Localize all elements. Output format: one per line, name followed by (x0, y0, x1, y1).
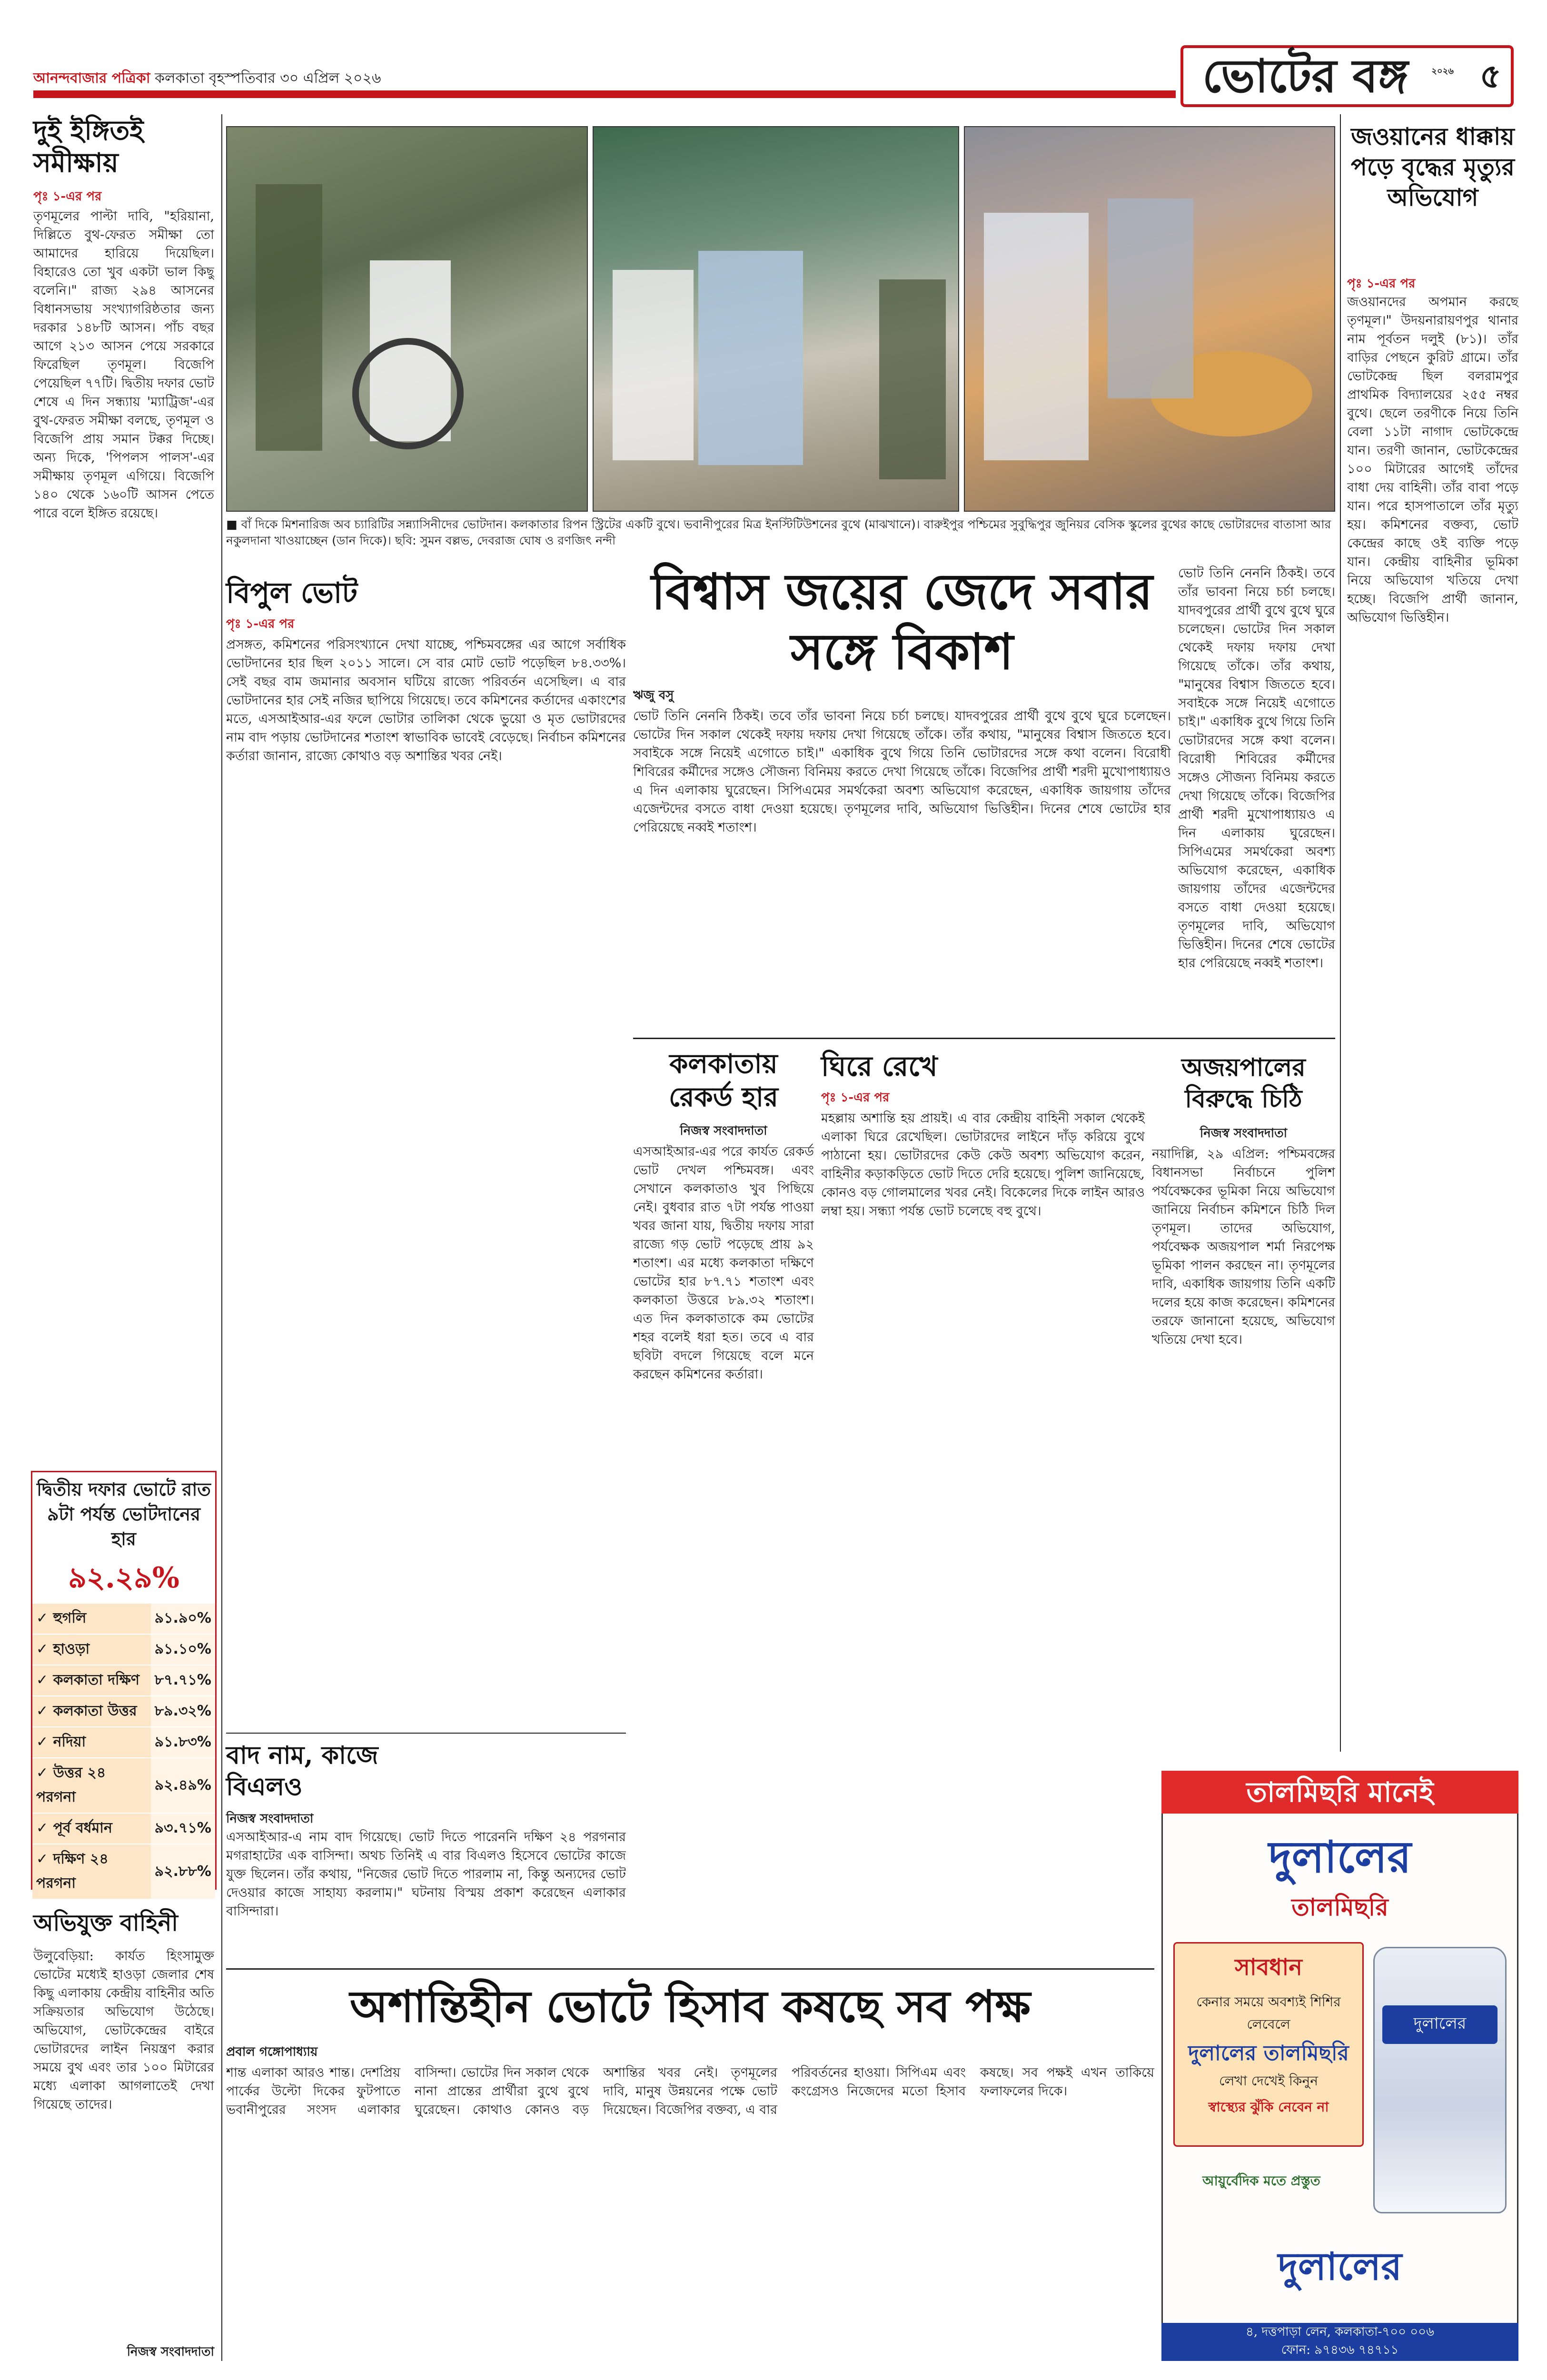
story-bottom-headline: অশান্তিহীন ভোটে হিসাব কষছে সব পক্ষ (350, 1981, 1031, 2032)
story-ajay-headline: অজয়পালের বিরুদ্ধে চিঠি (1181, 1053, 1306, 1113)
story-left-headline: দুই ইঙ্গিতই সমীক্ষায় (33, 115, 144, 178)
section-divider (633, 1038, 1335, 1039)
results-percentage: ৯১.৯০% (151, 1604, 215, 1634)
ad-health-note: স্বাস্থ্যের ঝুঁকি নেবেন না (1208, 2099, 1329, 2115)
results-total: ৯২.২৯% (68, 1561, 179, 1595)
story-right-body: জওয়ানদের অপমান করছে তৃণমূল।" উদয়নারায়ণপুর থানার নাম পূর্বতন দলুই (৮১)। তাঁর বাড়ির পেছনে কুরিট গ্রামে। তাঁর ভোটকেন্দ্র ছিল বলরামপুর প্রাথমিক বিদ্যালয়ের ২৫৫ নম্বর বুথে। ছেলে তরণীকে নিয়ে তিনি বেলা ১১টা নাগাদ ভোটকেন্দ্রে যান। তরণী জানান, ভোটকেন্দ্রের ১০০ মিটারের আগেই তাঁদের বাধা দেয় বাহিনী। তাঁর বাবা পড়ে যান। পরে হাসপাতালে তাঁর মৃত্যু হয়। কমিশনের বক্তব্য, ভোট কেন্দ্রের কাছে ওই ব্যক্তি পড়ে যান। কেন্দ্রীয় বাহিনীর ভূমিকা নিয়ে অভিযোগ খতিয়ে দেখা হচ্ছে। বিজেপি প্রার্থী জানান, অভিযোগ ভিত্তিহীন। (1347, 295, 1518, 625)
results-percentage: ৮৭.৭১% (151, 1665, 215, 1696)
story-accused-byline: নিজস্ব সংবাদদাতা (127, 2345, 214, 2359)
story-main-byline: ঋজু বসু (633, 688, 674, 703)
soldier-figure (256, 184, 322, 451)
story-ajay-body: নয়াদিল্লি, ২৯ এপ্রিল: পশ্চিমবঙ্গের বিধানসভা নির্বাচনে পুলিশ পর্যবেক্ষকের ভূমিকা নিয়ে অভিযোগ জানিয়ে নির্বাচন কমিশনে চিঠি দিল তৃণমূল। তাদের অভিযোগ, পর্যবেক্ষক অজয়পাল শর্মা নিরপেক্ষ ভূমিকা পালন করছেন না। তৃণমূলের দাবি, একাধিক জায়গায় তিনি একটি দলের হয়ে কাজ করেছেন। কমিশনের তরফে জানানো হয়েছে, অভিযোগ খতিয়ে দেখা হবে। (1152, 1147, 1335, 1347)
voter-figure-2 (613, 270, 694, 460)
results-district: ✓ হুগলি (32, 1604, 151, 1634)
voter-figure (984, 213, 1089, 460)
results-percentage: ৮৯.৩২% (151, 1696, 215, 1727)
story-left-body: তৃণমূলের পাল্টা দাবি, "হরিয়ানা, দিল্লিতে বুথ-ফেরত সমীক্ষা তো আমাদের হারিয়ে দিয়েছিল। বিহারেও তো খুব একটা ভাল কিছু বলেনি।" রাজ্য ২৯৪ আসনের বিধানসভায় সংখ্যাগরিষ্ঠতার জন্য দরকার ১৪৮টি আসন। পাঁচ বছর আগে ২১৩ আসন পেয়ে সরকারে ফিরেছিল তৃণমূল। বিজেপি পেয়েছিল ৭৭টি। দ্বিতীয় দফার ভোট শেষে এ দিন সন্ধ্যায় 'ম্যাট্রিজ'-এর বুথ-ফেরত সমীক্ষা বলছে, তৃণমূল ও বিজেপি প্রায় সমান টক্কর দিচ্ছে। অন্য দিকে, 'পিপলস পালস'-এর সমীক্ষায় তৃণমূল এগিয়ে। বিজেপি ১৪০ থেকে ১৬০টি আসন পেতে পারে বলে ইঙ্গিত রয়েছে। (33, 209, 214, 521)
story-bottom-body: শান্ত এলাকা আরও শান্ত। দেশপ্রিয় পার্কের উল্টো দিকের ফুটপাতে ভবানীপুরের সংসদ এলাকার বাসিন্দা। ভোটের দিন সকাল থেকে নানা প্রান্তের প্রার্থীরা বুথে বুথে ঘুরেছেন। কোথাও কোনও বড় অশান্তির খবর নেই। তৃণমূলের দাবি, মানুষ উন্নয়নের পক্ষে ভোট দিয়েছেন। বিজেপির বক্তব্য, এ বার পরিবর্তনের হাওয়া। সিপিএম এবং কংগ্রেসও নিজেদের মতো হিসাব কষছে। সব পক্ষই এখন তাকিয়ে ফলাফলের দিকে। (226, 2065, 1154, 2117)
story-main-headline: বিশ্বাস জয়ের জেদে সবার সঙ্গে বিকাশ (651, 562, 1153, 681)
results-percentage: ৯১.৮৩% (151, 1727, 215, 1758)
results-district: ✓ হাওড়া (32, 1634, 151, 1665)
story-record-byline: নিজস্ব সংবাদদাতা (680, 1124, 767, 1138)
voter-figure-2 (1108, 198, 1193, 398)
photo-nuns-illustration (227, 127, 589, 513)
results-row (32, 1727, 215, 1758)
story-main-body-cont: ভোট তিনি নেননি ঠিকই। তবে তাঁর ভাবনা নিয়ে চর্চা চলছে। যাদবপুরের প্রার্থী বুথে বুথে ঘুরে চলেছেন। ভোটের দিন সকাল থেকেই দফায় দফায় দেখা গিয়েছে তাঁকে। তাঁর কথায়, "মানুষের বিশ্বাস জিততে হবে। সবাইকে সঙ্গে নিয়েই এগোতে চাই।" একাধিক বুথে গিয়ে তিনি ভোটারদের সঙ্গে কথা বলেন। বিরোধী শিবিরের কর্মীদের সঙ্গেও সৌজন্য বিনিময় করতে দেখা গিয়েছে তাঁকে। বিজেপির প্রার্থী শরদী মুখোপাধ্যায়ও এ দিন এলাকায় ঘুরেছেন। সিপিএমের সমর্থকেরা অবশ্য অভিযোগ করেছেন, একাধিক জায়গায় তাঁদের এজেন্টদের বসতে বাধা দেওয়া হয়েছে। তৃণমূলের দাবি, অভিযোগ ভিত্তিহীন। দিনের শেষে ভোটের হার পেরিয়েছে নব্বই শতাংশ। (1178, 566, 1335, 971)
results-district: ✓ কলকাতা দক্ষিণ (32, 1665, 151, 1696)
section-masthead (1180, 45, 1514, 107)
ad-phone: ফোন: ৯৭৪৩৬ ৭৪৭১১ (1281, 2343, 1399, 2357)
results-row (32, 1813, 215, 1844)
ad-warning-title: সাবধান (1235, 1954, 1302, 1981)
results-title: দ্বিতীয় দফার ভোটে রাত ৯টা পর্যন্ত ভোটদানের হার (37, 1478, 211, 1549)
voter-figure (698, 251, 803, 465)
story-badnam-headline: বাদ নাম, কাজে বিএলও (226, 1741, 378, 1801)
results-row (32, 1844, 215, 1899)
results-row (32, 1696, 215, 1727)
story-right-headline: জওয়ানের ধাক্কায় পড়ে বৃদ্ধের মৃত্যুর অভিযোগ (1351, 122, 1515, 211)
results-row (32, 1665, 215, 1696)
bottle-label: দুলালের (1382, 2005, 1497, 2044)
story-accused-headline: অভিযুক্ত বাহিনী (33, 1910, 178, 1936)
story-ghire-body: মহল্লায় অশান্তি হয় প্রায়ই। এ বার কেন্দ্রীয় বাহিনী সকাল থেকেই এলাকা ঘিরে রেখেছিল। ভোটারদের লাইনে দাঁড় করিয়ে বুথে পাঠানো হয়। ভোটারদের কেউ কেউ অবশ্য অভিযোগ করেন, বাহিনীর কড়াকড়িতে ভোট দিতে দেরি হয়েছে। পুলিশ জানিয়েছে, কোনও বড় গোলমালের খবর নেই। বিকেলের দিকে লাইন আরও লম্বা হয়। সন্ধ্যা পর্যন্ত ভোট চলেছে বহু বুথে। (821, 1111, 1145, 1219)
results-district: ✓ পূর্ব বর্ধমান (32, 1813, 151, 1844)
results-district: ✓ উত্তর ২৪ পরগনা (32, 1758, 151, 1813)
ad-warning-text: কেনার সময়ে অবশ্যই শিশির লেবেলে (1196, 1994, 1341, 2032)
guard-figure (879, 279, 946, 479)
ad-ayurvedic-badge: আয়ুর্বেদিক মতে প্রস্তুত (1202, 2173, 1320, 2189)
results-row (32, 1634, 215, 1665)
page-number: ৫ (1479, 56, 1501, 96)
ad-top-banner: তালমিছরি মানেই (1161, 1771, 1518, 1814)
story-left-cont[interactable]: পৃঃ ১-এর পর (33, 189, 102, 204)
story-ghire-cont[interactable]: পৃঃ ১-এর পর (821, 1091, 890, 1105)
results-district: ✓ দক্ষিণ ২৪ পরগনা (32, 1844, 151, 1899)
story-accused-body: উলুবেড়িয়া: কার্যত হিংসামুক্ত ভোটের মধ্যেই হাওড়া জেলার শেষ কিছু এলাকায় কেন্দ্রীয় বাহিনীর অতি সক্রিয়তার অভিযোগ উঠেছে। অভিযোগ, ভোটকেন্দ্রের বাইরে ভোটারদের লাইন নিয়ন্ত্রণ করার সময়ে বুথ এবং তার ১০০ মিটারের মধ্যে এলাকা আগলাতেই দেখা গিয়েছে তাদের। (33, 1949, 214, 2112)
column-divider-right (1340, 114, 1341, 1752)
ad-warning-tail: লেখা দেখেই কিনুন (1219, 2073, 1318, 2089)
ad-product: তালমিছরি (1291, 1893, 1388, 1921)
ad-brand-footer: দুলালের (1278, 2244, 1402, 2289)
results-district: ✓ কলকাতা উত্তর (32, 1696, 151, 1727)
results-table (32, 1604, 215, 1900)
story-main-body: ভোট তিনি নেননি ঠিকই। তবে তাঁর ভাবনা নিয়ে চর্চা চলছে। যাদবপুরের প্রার্থী বুথে বুথে ঘুরে চলেছেন। ভোটের দিন সকাল থেকেই দফায় দফায় দেখা গিয়েছে তাঁকে। তাঁর কথায়, "মানুষের বিশ্বাস জিততে হবে। সবাইকে সঙ্গে নিয়েই এগোতে চাই।" একাধিক বুথে গিয়ে তিনি ভোটারদের সঙ্গে কথা বলেন। বিরোধী শিবিরের কর্মীদের সঙ্গেও সৌজন্য বিনিময় করতে দেখা গিয়েছে তাঁকে। বিজেপির প্রার্থী শরদী মুখোপাধ্যায়ও এ দিন এলাকায় ঘুরেছেন। সিপিএমের সমর্থকেরা অবশ্য অভিযোগ করেছেন, একাধিক জায়গায় তাঁদের এজেন্টদের বসতে বাধা দেওয়া হয়েছে। তৃণমূলের দাবি, অভিযোগ ভিত্তিহীন। দিনের শেষে ভোটের হার পেরিয়েছে নব্বই শতাংশ। (633, 709, 1171, 835)
results-box (31, 1471, 217, 1890)
results-percentage: ৯২.৮৮% (151, 1844, 215, 1899)
paper-name: আনন্দবাজার পত্রিকা (33, 70, 150, 87)
column-divider (221, 114, 222, 2361)
header-rule (33, 90, 1176, 98)
story-bipul-headline: বিপুল ভোট (226, 576, 358, 610)
story-bipul-cont[interactable]: পৃঃ ১-এর পর (226, 617, 295, 631)
results-percentage: ৯১.১০% (151, 1634, 215, 1665)
story-badnam-body: এসআইআর-এ নাম বাদ গিয়েছে। ভোট দিতে পারেননি দক্ষিণ ২৪ পরগনার মগরাহাটের এক বাসিন্দা। অথচ তিনিই এ বার বিএলও হিসেবে ভোটের কাজে যুক্ত ছিলেন। তাঁর কথায়, "নিজের ভোট দিতে পারলাম না, কিন্তু অন্যদের ভোট দেওয়ার কাজে সাহায্য করলাম।" ঘটনায় বিস্ময় প্রকাশ করেছেন এলাকার বাসিন্দারা। (226, 1830, 626, 1919)
story-record-headline: কলকাতায় রেকর্ড হার (669, 1048, 778, 1113)
masthead-small: ২০২৬ (1431, 66, 1454, 76)
results-district: ✓ নদিয়া (32, 1727, 151, 1758)
ad-contact (1161, 2323, 1518, 2361)
issue-date: কলকাতা বৃহস্পতিবার ৩০ এপ্রিল ২০২৬ (155, 70, 381, 87)
ad-brand: দুলালের (1269, 1831, 1411, 1883)
story-bottom-byline: প্রবাল গঙ্গোপাধ্যায় (226, 2045, 318, 2059)
story-badnam-byline: নিজস্ব সংবাদদাতা (226, 1812, 314, 1826)
results-row (32, 1604, 215, 1634)
results-percentage: ৯৩.৭১% (151, 1813, 215, 1844)
masthead-title: ভোটের বঙ্গ (1202, 49, 1408, 103)
story-right-cont[interactable]: পৃঃ ১-এর পর (1347, 277, 1416, 291)
ad-address: ৪, দত্তপাড়া লেন, কলকাতা-৭০০ ০০৬ (1245, 2325, 1434, 2339)
results-percentage: ৯২.৪৯% (151, 1758, 215, 1813)
story-bipul-body: প্রসঙ্গত, কমিশনের পরিসংখ্যানে দেখা যাচ্ছে, পশ্চিমবঙ্গের এর আগে সর্বাধিক ভোটদানের হার ছিল ২০১১ সালে। সে বার মোট ভোট পড়েছিল ৮৪.৩৩%। সেই বছর বাম জমানার অবসান ঘটিয়ে রাজ্যে পরিবর্তন এসেছিল। এ বার ভোটদানের হার সেই নজির ছাপিয়ে গিয়েছে। তবে কমিশনের কর্তাদের একাংশের মতে, এসআইআর-এর ফলে ভোটার তালিকা থেকে ভুয়ো ও মৃত ভোটারদের নাম বাদ পড়ায় ভোটদানের শতাংশ স্বাভাবিক ভাবেই বেড়েছে। নির্বাচন কমিশনের কর্তারা জানান, রাজ্যে কোথাও বড় অশান্তির খবর নেই। (226, 637, 626, 764)
ad-product-bottle (1373, 1947, 1507, 2213)
story-ajay-byline: নিজস্ব সংবাদদাতা (1200, 1126, 1288, 1140)
photo-caption: ■ বাঁ দিকে মিশনারিজ অব চ্যারিটির সন্ন্যাসিনীদের ভোটদান। কলকাতার রিপন স্ট্রিটের একটি বুথে। ভবানীপুরের মিত্র ইনস্টিটিউশনের বুথে (মাঝখানে)। বারুইপুর পশ্চিমের সুবুদ্ধিপুর জুনিয়র বেসিক স্কুলের বুথের কাছে ভোটারদের বাতাসা আর নকুলদানা খাওয়াচ্ছেন (ডান দিকে)। ছবি: সুমন বল্লভ, দেবরাজ ঘোষ ও রণজিৎ নন্দী (226, 517, 1331, 547)
section-divider (226, 1968, 1154, 1970)
ad-warning-brand: দুলালের তালমিছরি (1188, 2041, 1349, 2065)
results-row (32, 1758, 215, 1813)
story-record-body: এসআইআর-এর পরে কার্যত রেকর্ড ভোট দেখল পশ্চিমবঙ্গ। এবং সেখানে কলকাতাও খুব পিছিয়ে নেই। বুধবার রাত ৭টা পর্যন্ত পাওয়া খবর জানা যায়, দ্বিতীয় দফায় সারা রাজ্যে গড় ভোট পড়েছে প্রায় ৯২ শতাংশ। এর মধ্যে কলকাতা দক্ষিণে ভোটের হার ৮৭.৭১ শতাংশ এবং কলকাতা উত্তরে ৮৯.৩২ শতাংশ। এত দিন কলকাতাকে কম ভোটের শহর বলেই ধরা হত। তবে এ বার ছবিটা বদলে গিয়েছে বলে মনে করছেন কমিশনের কর্তারা। (633, 1144, 814, 1382)
story-ghire-headline: ঘিরে রেখে (821, 1050, 938, 1082)
section-divider (226, 1733, 626, 1734)
photo-nuns-voting (226, 126, 588, 512)
photo-snacks-distribution (964, 126, 1335, 512)
photo-voters-booth (593, 126, 959, 512)
photo-booth-illustration (594, 127, 960, 513)
ad-warning-box (1173, 1942, 1364, 2147)
header-dateline (33, 67, 381, 91)
photo-snacks-illustration (965, 127, 1336, 513)
